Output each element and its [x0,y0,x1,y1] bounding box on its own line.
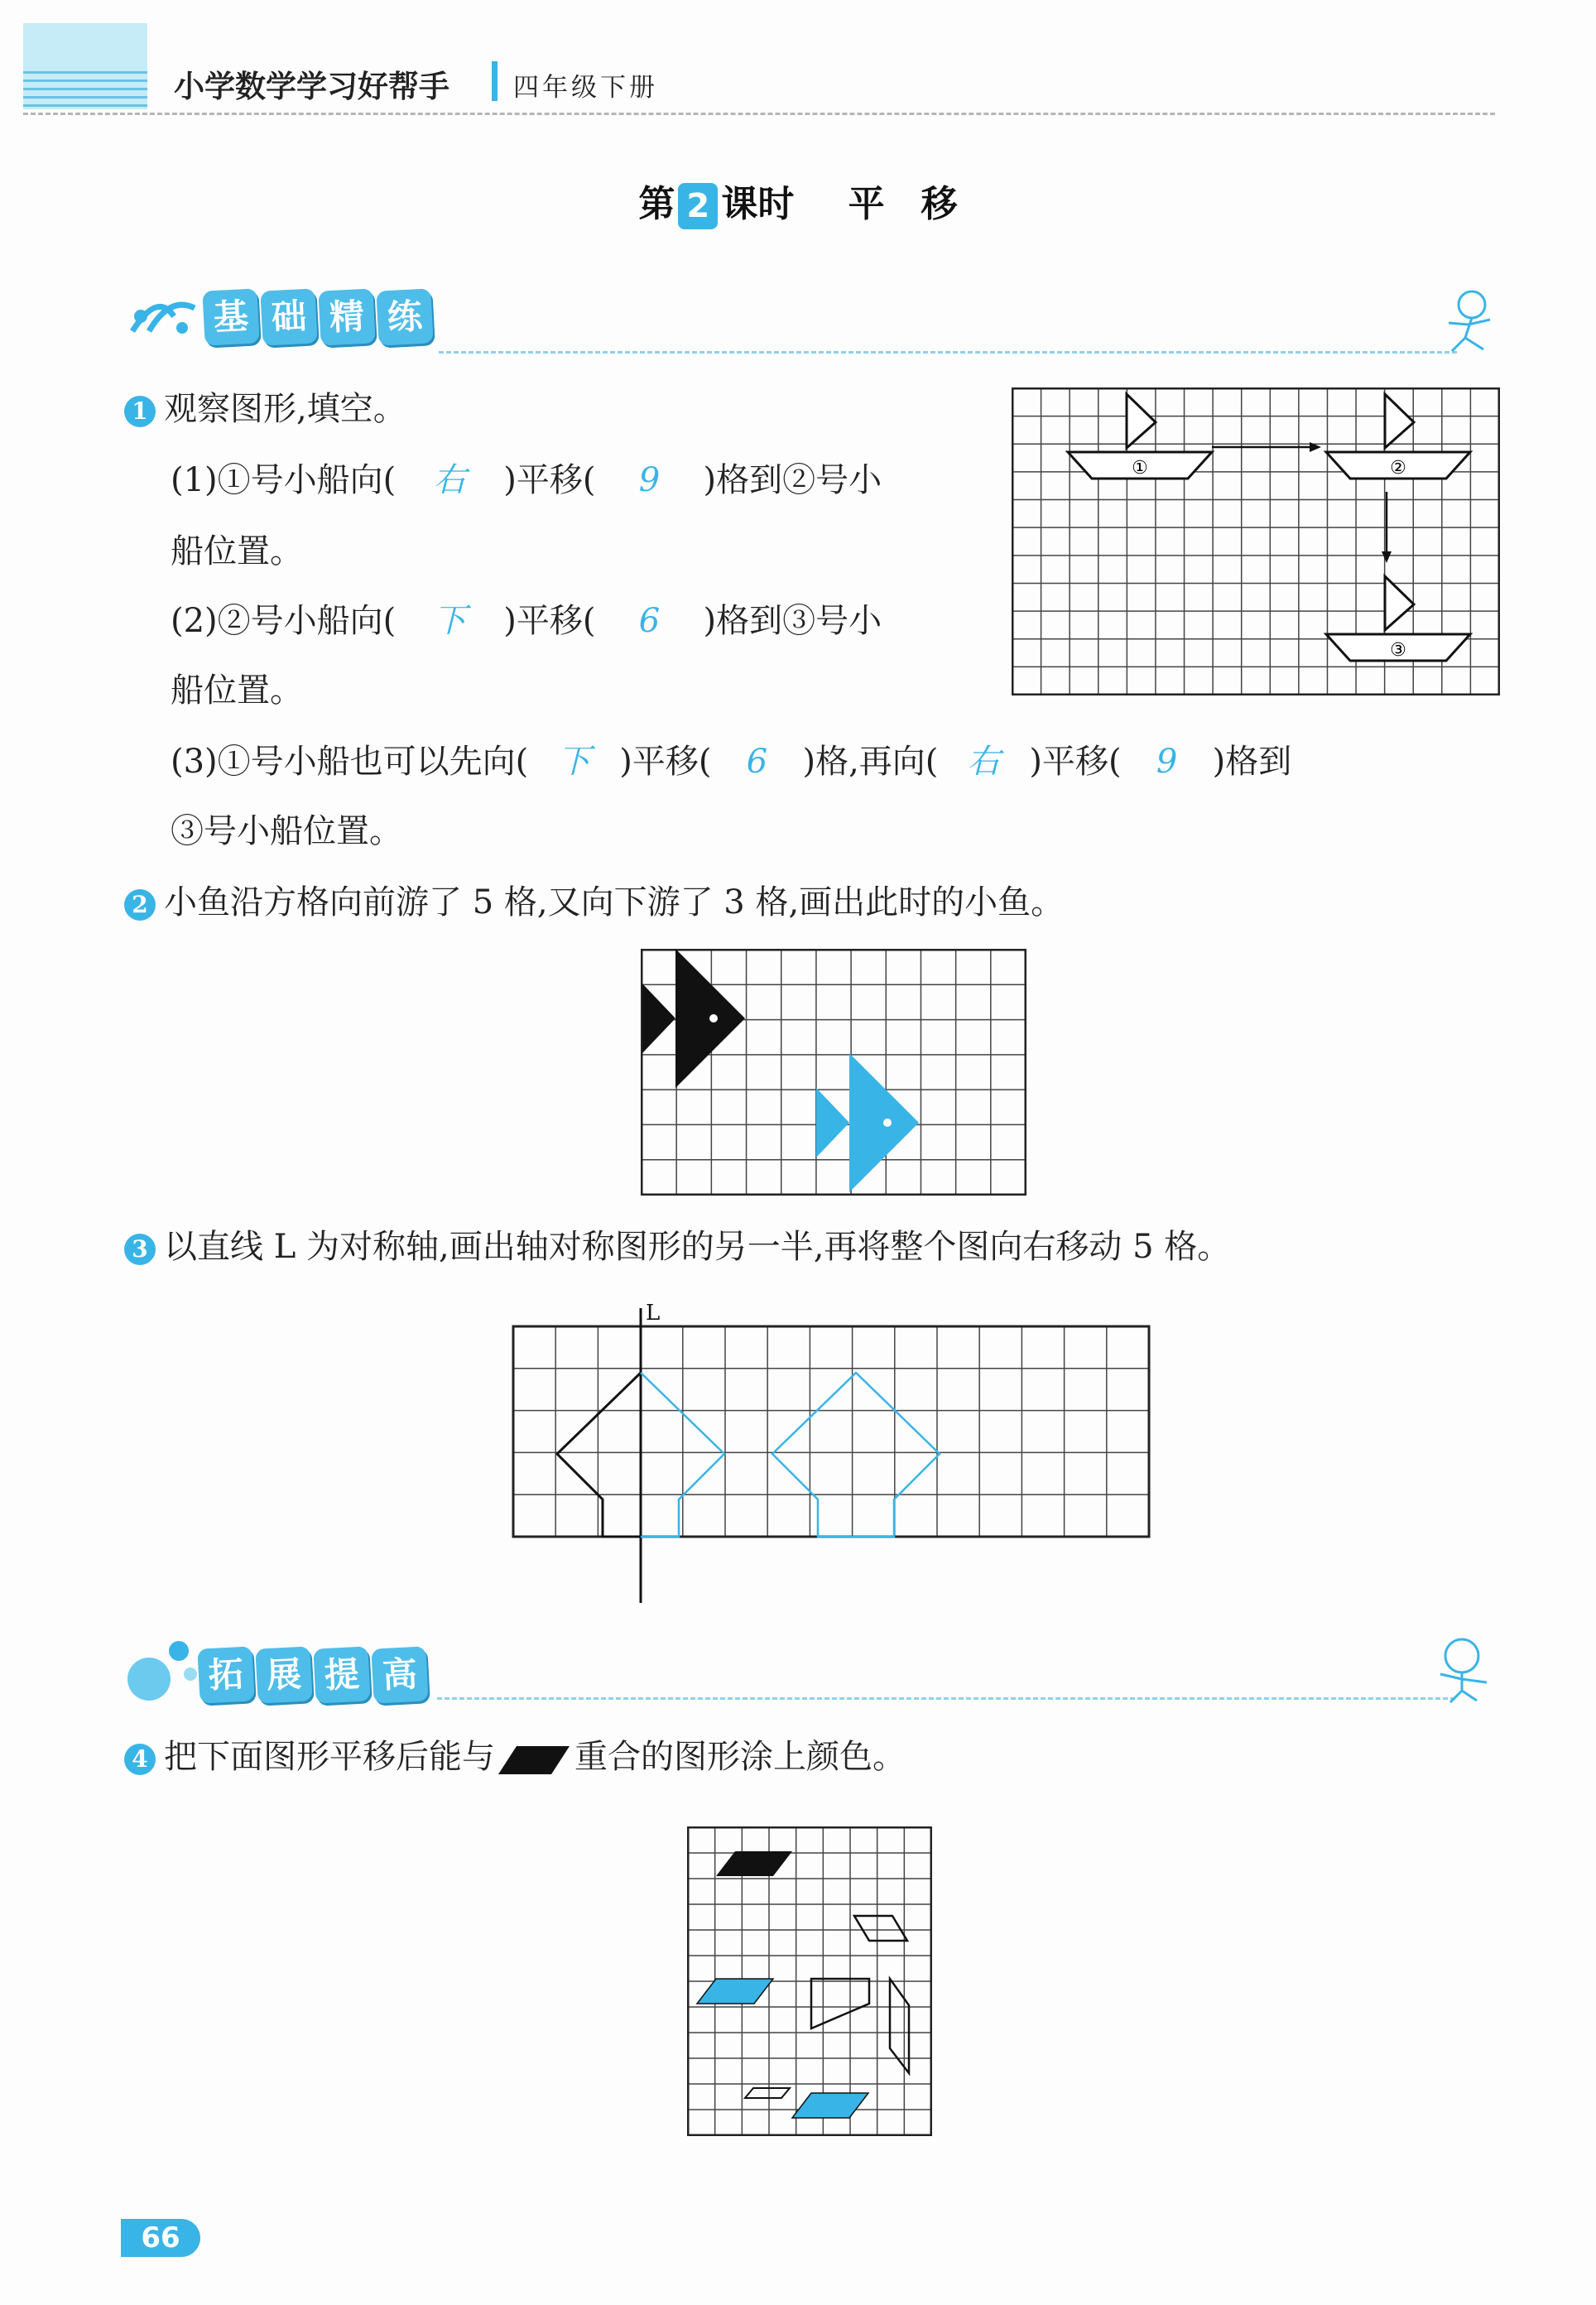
banner-char: 拓 [197,1646,254,1703]
lesson-topic: 平 移 [848,183,958,225]
grade-label: 四年级下册 [513,73,658,103]
fish-original [642,949,745,1088]
other-parallelogram [890,1979,909,2073]
question-number: 2 [124,889,156,921]
header-divider [492,61,498,101]
question-number: 1 [124,396,156,427]
lesson-number: 2 [678,183,718,229]
small-parallelogram [745,2088,790,2098]
q1-part2: (2)②号小船向( 下 )平移( 6 )格到③号小 [171,594,882,642]
answer-blank: 6 [638,602,661,640]
q1-part3: (3)①号小船也可以先向( 下 )平移( 6 )格,再向( 右 )平移( 9 )格到 [171,735,1291,782]
runner-mascot-icon [1440,286,1498,356]
symmetry-grid [512,1300,1152,1608]
boat-label: ② [1390,458,1406,479]
header-rule [23,113,1495,115]
boat-label: ① [1132,458,1148,479]
answer-blank: 9 [638,461,661,499]
fish-moved [816,1053,919,1192]
lesson-prefix: 第 [638,183,675,225]
q1-stem [124,383,406,430]
banner-char: 练 [376,288,433,345]
q1-part3-cont: ③号小船位置。 [171,812,402,850]
q1-part2-cont: 船位置。 [171,671,303,710]
boat-grid [1012,387,1500,695]
other-parallelogram [854,1916,907,1941]
q1-stem-text: 观察图形,填空。 [164,390,406,428]
q2-text: 2 小鱼沿方格向前游了 5 格,又向下游了 3 格,画出此时的小鱼。 [124,876,1064,923]
parallelogram-grid [687,1826,932,2136]
section-rule [439,351,1457,354]
fish-grid [641,949,1026,1196]
q4-text: 4 把下面图形平移后能与 重合的图形涂上颜色。 [124,1730,906,1778]
answer-blank: 右 [433,461,467,499]
matching-parallelogram [792,2093,868,2118]
q1-part1: (1)①号小船向( 右 )平移( 9 )格到②号小 [171,454,882,501]
question-number: 3 [124,1234,156,1265]
sprout-icon [124,291,200,341]
q1-part1-cont: 船位置。 [171,532,303,570]
answer-blank: 下 [557,743,591,781]
header-stripes [23,71,147,111]
axis-label: L [646,1301,661,1326]
bubbles-icon [124,1633,200,1707]
lesson-title [0,174,1596,229]
section-banner-extend [199,1648,430,1706]
answer-blank: 6 [746,743,768,781]
banner-char: 础 [260,288,317,345]
answer-blank: 9 [1156,743,1178,781]
matching-parallelogram [697,1979,773,2004]
lesson-suffix: 课时 [721,183,795,225]
banner-char: 展 [255,1646,312,1703]
banner-char: 高 [371,1646,428,1703]
answer-blank: 下 [433,602,467,640]
reference-parallelogram [716,1851,792,1876]
section-rule [437,1697,1455,1700]
banner-char: 精 [318,288,375,345]
boat-label: ③ [1390,640,1406,661]
section-banner-basic [204,290,435,348]
other-parallelogram [811,1979,869,2028]
answer-blank: 右 [967,743,1001,781]
book-title: 小学数学学习好帮手 [174,69,449,104]
question-number: 4 [124,1744,156,1775]
thinking-mascot-icon [1429,1633,1500,1704]
banner-char: 基 [202,288,259,345]
q3-text: 3 以直线 L 为对称轴,画出轴对称图形的另一半,再将整个图向右移动 5 格。 [124,1220,1230,1268]
parallelogram-reference-icon [498,1743,571,1776]
page-number: 66 [121,2219,200,2257]
banner-char: 提 [313,1646,370,1703]
